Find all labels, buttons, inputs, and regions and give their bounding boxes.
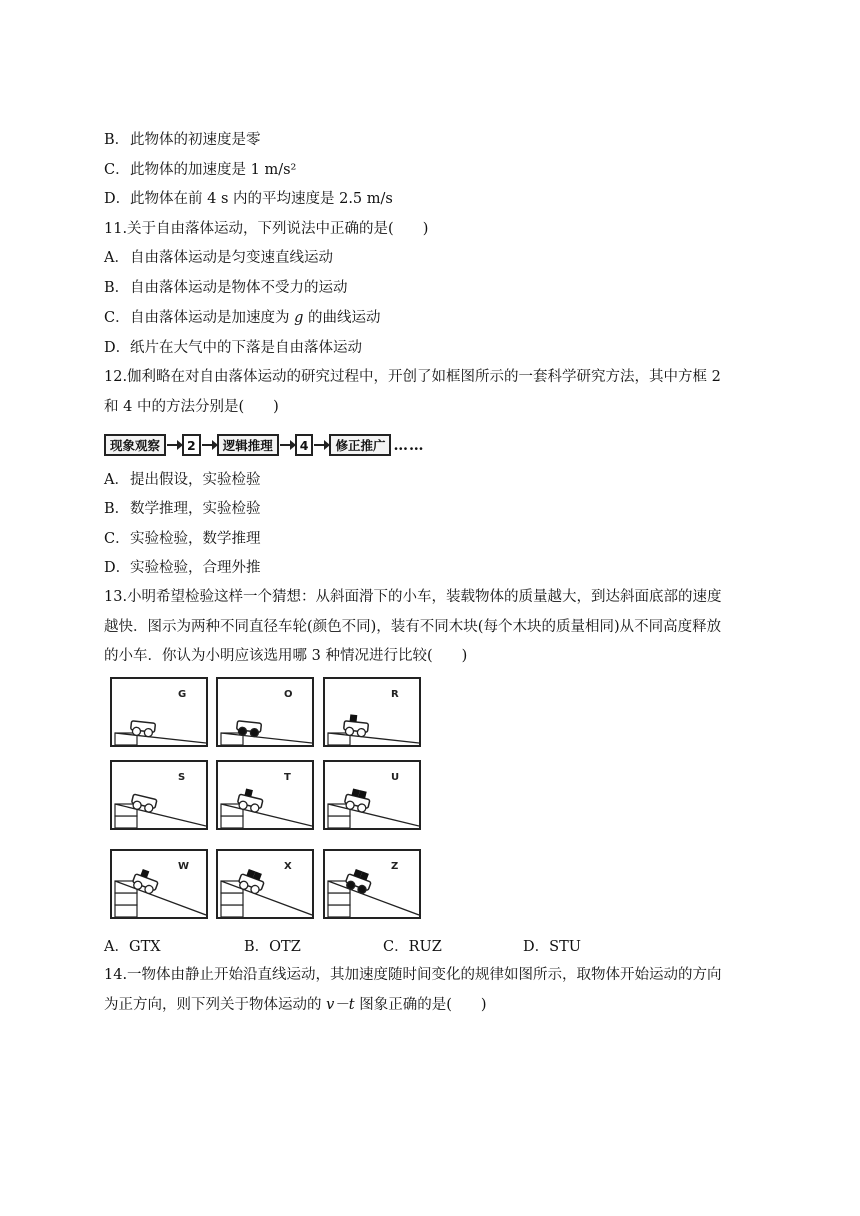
option-label: A． (104, 472, 129, 488)
option-text: 自由落体运动是物体不受力的运动 (130, 280, 348, 296)
q12-option-d (104, 558, 261, 578)
option-label: B． (244, 939, 270, 955)
q11-option-a (104, 248, 333, 268)
vt-symbol: v－t (326, 997, 355, 1013)
q11-option-b (104, 278, 348, 298)
cart-panel-t (216, 760, 314, 830)
option-text: 此物体的加速度是 1 m/s² (130, 162, 297, 178)
option-label: B． (104, 132, 130, 148)
q13-option-b (244, 935, 383, 956)
q12-stem-line2: 和 4 中的方法分别是( ) (104, 399, 279, 415)
cart-panel-o (216, 677, 314, 747)
q13-option-a (104, 935, 244, 956)
g-symbol: g (294, 310, 304, 326)
flow-box-2: 2 (182, 434, 201, 456)
flow-ellipsis: …… (393, 436, 425, 454)
q11-stem: 11.关于自由落体运动，下列说法中正确的是( ) (104, 221, 429, 237)
q13-stem-line2: 越快．图示为两种不同直径车轮(颜色不同)，装有不同木块(每个木块的质量相同)从不同高度释放 (104, 619, 722, 635)
panel-letter: T (284, 772, 291, 783)
option-label: D． (523, 939, 550, 955)
option-text: 此物体的初速度是零 (130, 132, 261, 148)
flow-arrow (314, 444, 328, 446)
option-text: RUZ (408, 939, 442, 955)
flow-box-reasoning: 逻辑推理 (217, 434, 279, 456)
panel-letter: Z (391, 861, 399, 872)
flow-arrow (280, 444, 294, 446)
option-label: B． (104, 280, 130, 296)
option-label: D． (104, 560, 131, 576)
cart-panel-u (323, 760, 421, 830)
flow-box-4: 4 (295, 434, 314, 456)
option-text: 此物体在前 4 s 内的平均速度是 2.5 m/s (130, 191, 393, 207)
option-text: GTX (128, 939, 161, 955)
option-text: 自由落体运动是加速度为 (130, 310, 295, 326)
panel-letter: O (284, 689, 293, 700)
option-text: STU (549, 939, 581, 955)
panel-letter: S (178, 772, 186, 783)
q13-option-c (383, 935, 523, 956)
option-text-after: 的曲线运动 (303, 310, 381, 326)
flow-arrow (167, 444, 181, 446)
flow-box-extension: 修正推广 (329, 434, 391, 456)
q12-stem-line1: 12.伽利略在对自由落体运动的研究过程中，开创了如框图所示的一套科学研究方法，其中方框 2 (104, 369, 721, 385)
option-label: D． (104, 340, 131, 356)
option-text: 实验检验，合理外推 (130, 560, 261, 576)
panel-letter: W (178, 861, 190, 872)
option-text: 纸片在大气中的下落是自由落体运动 (130, 340, 362, 356)
option-text: OTZ (269, 939, 301, 955)
q14-stem-line2 (104, 995, 487, 1015)
q14-text-before: 为正方向，则下列关于物体运动的 (104, 997, 327, 1013)
option-label: D． (104, 191, 131, 207)
option-label: B． (104, 501, 130, 517)
option-label: A． (104, 939, 129, 955)
q10-option-d (104, 189, 393, 209)
option-text: 自由落体运动是匀变速直线运动 (130, 250, 333, 266)
option-label: A． (104, 250, 129, 266)
option-text: 提出假设，实验检验 (130, 472, 261, 488)
q13-stem-line1: 13.小明希望检验这样一个猜想：从斜面滑下的小车，装载物体的质量越大，到达斜面底部的速度 (104, 589, 722, 605)
panel-letter: R (391, 689, 399, 700)
q10-option-b (104, 130, 261, 150)
cart-panel-s (110, 760, 208, 830)
q11-option-c (104, 308, 381, 328)
option-text: 数学推理，实验检验 (130, 501, 261, 517)
q14-text-after: 图象正确的是( ) (354, 997, 487, 1013)
q14-stem-line1: 14.一物体由静止开始沿直线运动，其加速度随时间变化的规律如图所示，取物体开始运动的方向 (104, 967, 722, 983)
q12-option-a (104, 470, 261, 490)
method-flowchart (104, 433, 424, 457)
option-label: C． (383, 939, 409, 955)
q13-option-d (523, 935, 581, 956)
q10-option-c (104, 160, 296, 180)
q12-option-c (104, 529, 261, 549)
panel-letter: G (178, 689, 187, 700)
cart-panel-r (323, 677, 421, 747)
cart-panel-x (216, 849, 314, 919)
option-label: C． (104, 531, 130, 547)
q13-stem-line3: 的小车．你认为小明应该选用哪 3 种情况进行比较( ) (104, 648, 468, 664)
option-text: 实验检验，数学推理 (130, 531, 261, 547)
cart-panel-g (110, 677, 208, 747)
q13-answer-row (104, 935, 581, 956)
option-label: C． (104, 310, 130, 326)
panel-letter: U (391, 772, 400, 783)
cart-panel-z (323, 849, 421, 919)
q11-option-d (104, 338, 362, 358)
q12-option-b (104, 499, 261, 519)
option-label: C． (104, 162, 130, 178)
cart-panel-w (110, 849, 208, 919)
panel-letter: X (284, 861, 292, 872)
flow-box-observation: 现象观察 (104, 434, 166, 456)
flow-arrow (202, 444, 216, 446)
